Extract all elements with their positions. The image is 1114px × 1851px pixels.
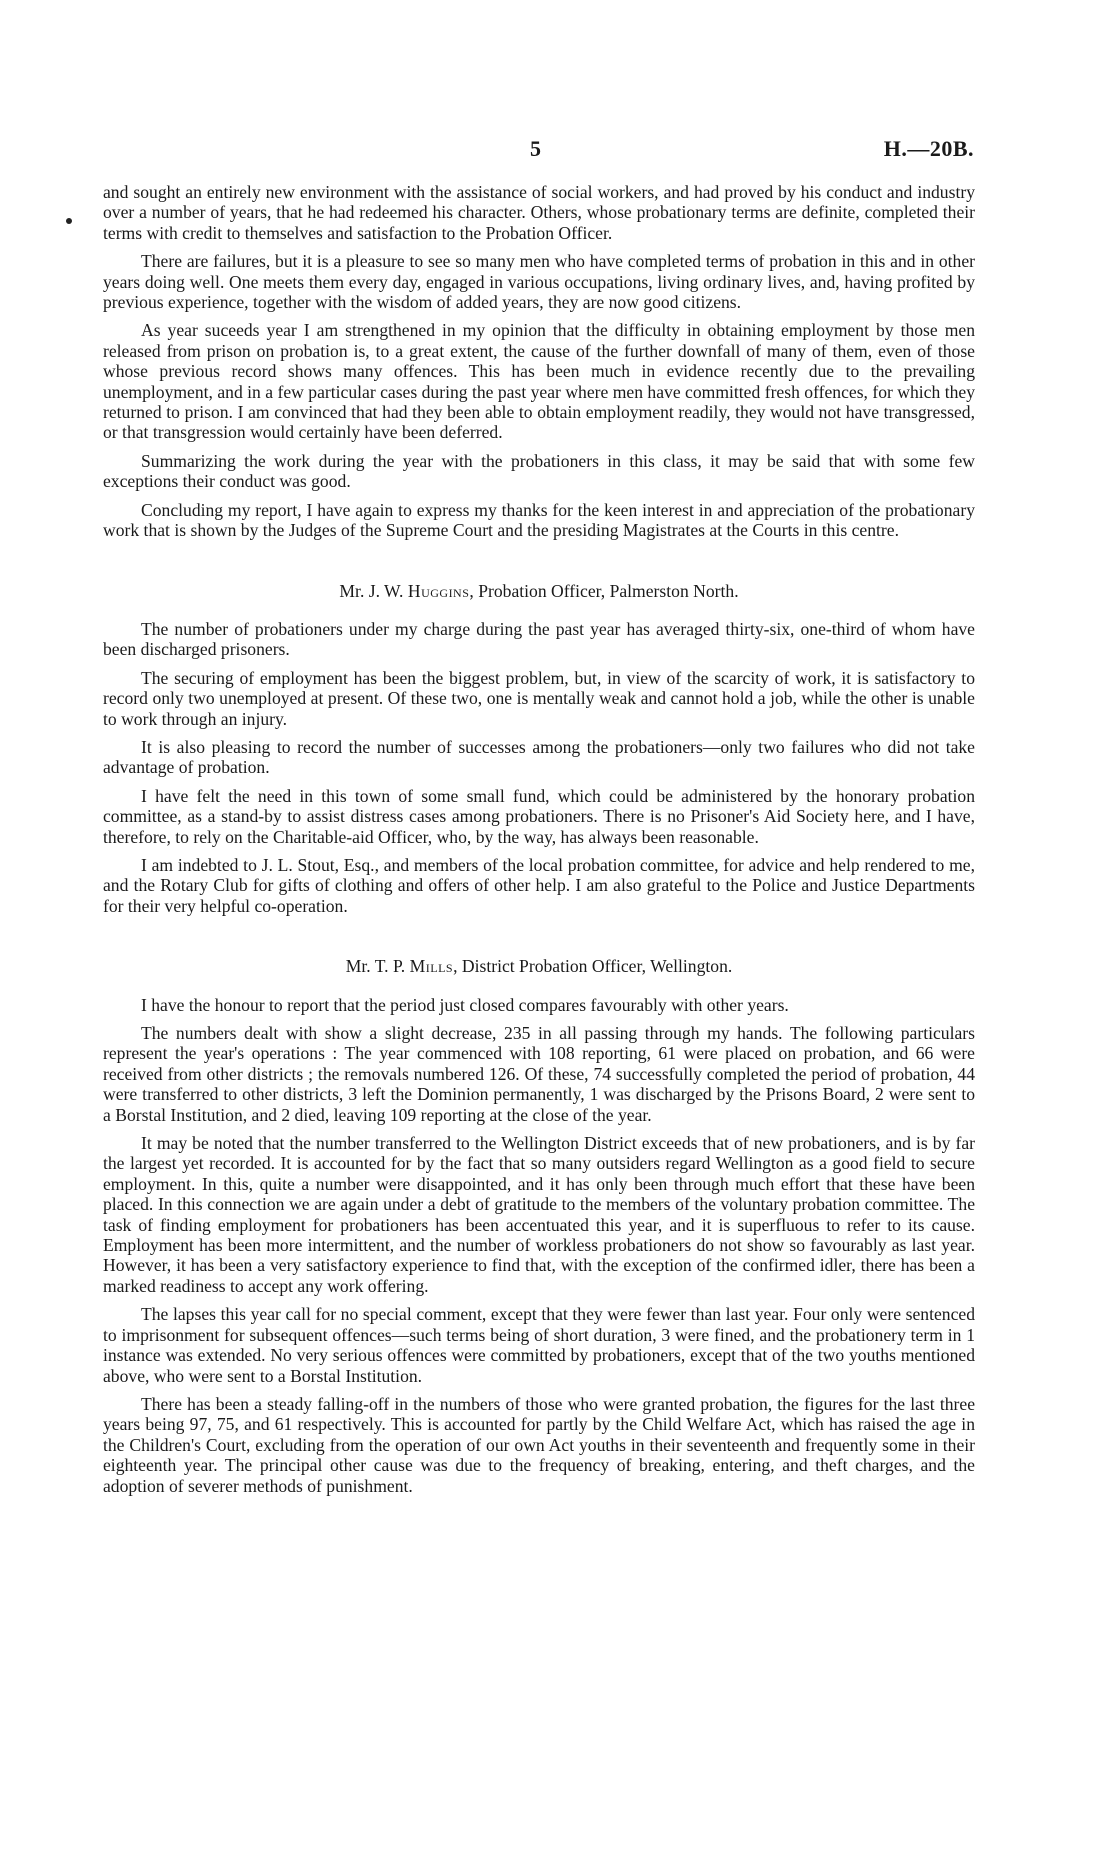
section-heading-huggins: Mr. J. W. Huggins, Probation Officer, Palmerston North. <box>339 580 739 601</box>
page-number: 5 <box>530 136 541 161</box>
margin-mark <box>66 218 72 224</box>
paragraph: There has been a steady falling-off in the numbers of those who were granted probation, the figures for the last three years being 97, 75, and 61 respectively. This is accounted for partly by the Child Welfare Act, which has raised the age in the Children's Court, excluding from the operation of our own Act youths in their seventeenth and frequently some in their eighteenth year. The principal other cause was due to the frequency of breaking, entering, and theft charges, and the adoption of severer methods of punishment. <box>103 1393 975 1496</box>
paragraph: and sought an entirely new environment with the assistance of social workers, and had proved by his conduct and industry over a number of years, that he had redeemed his character. Others, whose probationary terms are definite, completed their terms with credit to themselves and satisfaction to the Probation Officer. <box>103 182 975 243</box>
document-reference: H.—20B. <box>883 136 974 161</box>
paragraph: I have the honour to report that the period just closed compares favourably with other years. <box>141 994 789 1015</box>
paragraph: There are failures, but it is a pleasure to see so many men who have completed terms of probation in this and in other years doing well. One meets them every day, engaged in various occupations, living ordinary lives, and, having profited by previous experience, together with the wisdom of added years, they are now good citizens. <box>103 251 975 313</box>
paragraph: The numbers dealt with show a slight decrease, 235 in all passing through my hands. The following particulars represent the year's operations : The year commenced with 108 reporting, 61 were placed on probation, and 66 were received from other districts ; the removals numbered 126. Of these, 74 successfully completed the period of probation, 44 were transferred to other districts, 3 left the Dominion permanently, 1 was discharged by the Prisons Board, 2 were sent to a Borstal Institution, and 2 died, leaving 109 reporting at the close of the year. <box>103 1023 975 1125</box>
paragraph: The securing of employment has been the biggest problem, but, in view of the scarcity of work, it is satisfactory to record only two unemployed at present. Of these two, one is mentally weak and cannot hold a job, while the other is unable to work through an injury. <box>103 667 975 729</box>
paragraph: The lapses this year call for no special comment, except that they were fewer than last year. Four only were sentenced to imprisonment for subsequent offences—such terms being of short duration, 3 were fined, and the probationery term in 1 instance was extended. No very serious offences were committed by probationers, except that of the two youths mentioned above, who were sent to a Borstal Institution. <box>103 1304 975 1386</box>
paragraph: It is also pleasing to record the number of successes among the probationers—only two failures who did not take advantage of probation. <box>103 736 975 778</box>
paragraph: Summarizing the work during the year with the probationers in this class, it may be said that with some few exceptions their conduct was good. <box>103 450 975 492</box>
paragraph: As year suceeds year I am strengthened in my opinion that the difficulty in obtaining employment by those men released from prison on probation is, to a great extent, the cause of the further downfall of many of them, even of those whose previous record shows many offences. This has been much in evidence recently due to the prevailing unemployment, and in a few particular cases during the past year where men have committed fresh offences, for which they returned to prison. I am convinced that had they been able to obtain employment readily, they would not have transgressed, or that transgression would certainly have been deferred. <box>103 320 975 443</box>
report-body <box>103 182 975 1504</box>
paragraph: It may be noted that the number transferred to the Wellington District exceeds that of new probationers, and is by far the largest yet recorded. It is accounted for by the fact that so many outsiders regard Wellington as a good field to secure employment. In this, quite a number were disappointed, and it has only been through much effort that these have been placed. In this connection we are again under a debt of gratitude to the members of the voluntary probation committee. The task of finding employment for probationers has been accentuated this year, and it is superfluous to refer to its cause. Employment has been more intermittent, and the number of workless probationers do not show so favourably as last year. However, it has been a very satisfactory experience to find that, with the exception of the confirmed idler, there has been a marked readiness to accept any work offering. <box>103 1133 975 1296</box>
section-heading-mills: Mr. T. P. Mills, District Probation Officer, Wellington. <box>345 956 733 977</box>
paragraph: I have felt the need in this town of some small fund, which could be administered by the honorary probation committee, as a stand-by to assist distress cases among probationers. There is no Prisoner's Aid Society here, and I have, therefore, to rely on the Charitable-aid Officer, who, by the way, has always been reasonable. <box>103 785 975 847</box>
paragraph: I am indebted to J. L. Stout, Esq., and members of the local probation committee, for advice and help rendered to me, and the Rotary Club for gifts of clothing and offers of other help. I am also grateful to the Police and Justice Departments for their very helpful co-operation. <box>103 854 975 916</box>
paragraph: Concluding my report, I have again to express my thanks for the keen interest in and appreciation of the probationary work that is shown by the Judges of the Supreme Court and the presiding Magistrates at the Courts in this centre. <box>103 499 975 541</box>
paragraph: The number of probationers under my charge during the past year has averaged thirty-six, one-third of whom have been discharged prisoners. <box>103 618 975 660</box>
